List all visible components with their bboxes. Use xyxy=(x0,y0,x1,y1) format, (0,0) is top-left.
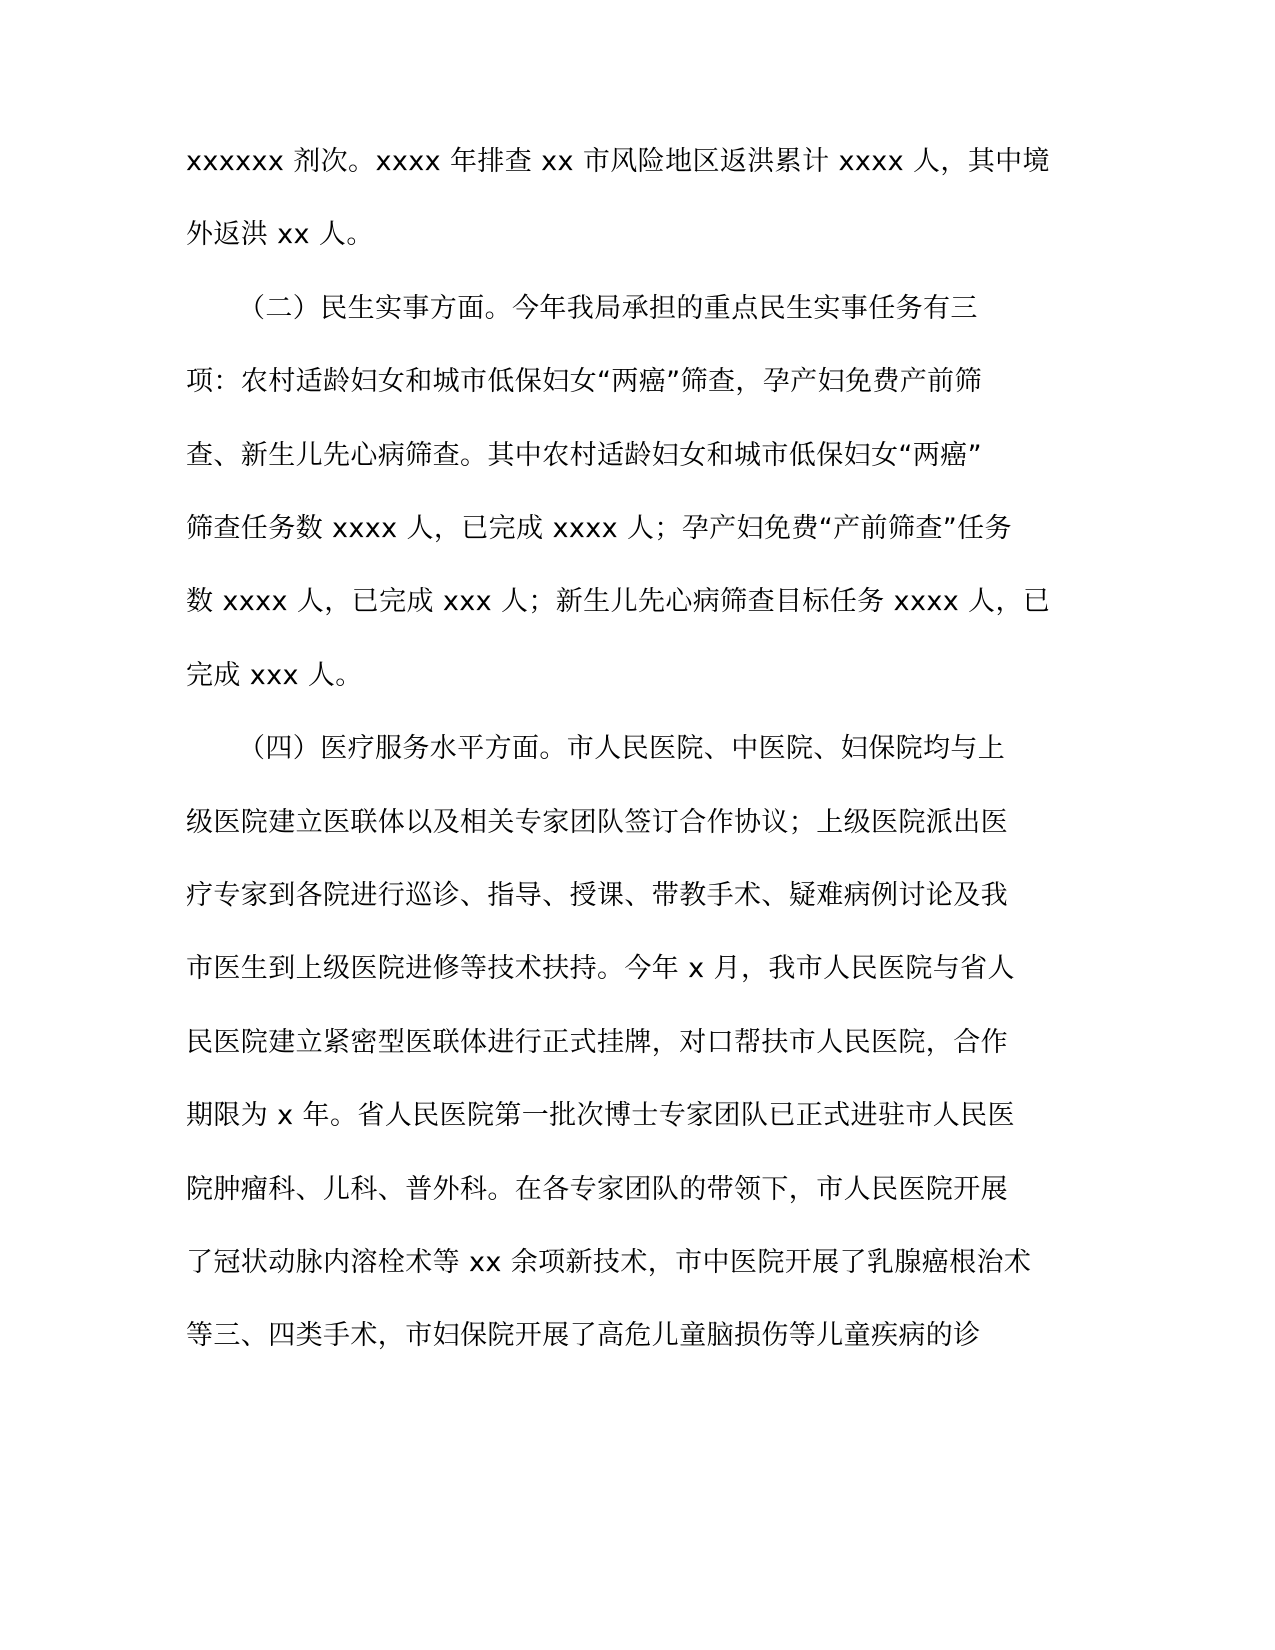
text-line: 级医院建立医联体以及相关专家团队签订合作协议；上级医院派出医 xyxy=(186,807,1008,838)
text-line: 市医生到上级医院进修等技术扶持。今年 x 月，我市人民医院与省人 xyxy=(186,953,1015,984)
text-line: 了冠状动脉内溶栓术等 xx 余项新技术，市中医院开展了乳腺癌根治术 xyxy=(186,1247,1032,1278)
text-line: 院肿瘤科、儿科、普外科。在各专家团队的带领下，市人民医院开展 xyxy=(186,1174,1008,1205)
text-line: 完成 xxx 人。 xyxy=(186,660,363,691)
text-line: 查、新生儿先心病筛查。其中农村适龄妇女和城市低保妇女“两癌” xyxy=(186,440,982,471)
text-line: 筛查任务数 xxxx 人，已完成 xxxx 人；孕产妇免费“产前筛查”任务 xyxy=(186,513,1012,544)
text-line: 期限为 x 年。省人民医院第一批次博士专家团队已正式进驻市人民医 xyxy=(186,1100,1015,1131)
paragraph-heading-line: （四）医疗服务水平方面。市人民医院、中医院、妇保院均与上 xyxy=(238,733,1006,764)
text-line: xxxxxx 剂次。xxxx 年排查 xx 市风险地区返洪累计 xxxx 人，其中境 xyxy=(186,146,1050,177)
text-line: 等三、四类手术，市妇保院开展了高危儿童脑损伤等儿童疾病的诊 xyxy=(186,1320,981,1351)
text-line: 数 xxxx 人，已完成 xxx 人；新生儿先心病筛查目标任务 xxxx 人，已 xyxy=(186,586,1051,617)
text-line: 疗专家到各院进行巡诊、指导、授课、带教手术、疑难病例讨论及我 xyxy=(186,880,1008,911)
paragraph-heading-line: （二）民生实事方面。今年我局承担的重点民生实事任务有三 xyxy=(238,293,978,324)
text-line: 项：农村适龄妇女和城市低保妇女“两癌”筛查，孕产妇免费产前筛 xyxy=(186,366,982,397)
text-line: 民医院建立紧密型医联体进行正式挂牌，对口帮扶市人民医院，合作 xyxy=(186,1027,1008,1058)
text-line: 外返洪 xx 人。 xyxy=(186,219,374,250)
